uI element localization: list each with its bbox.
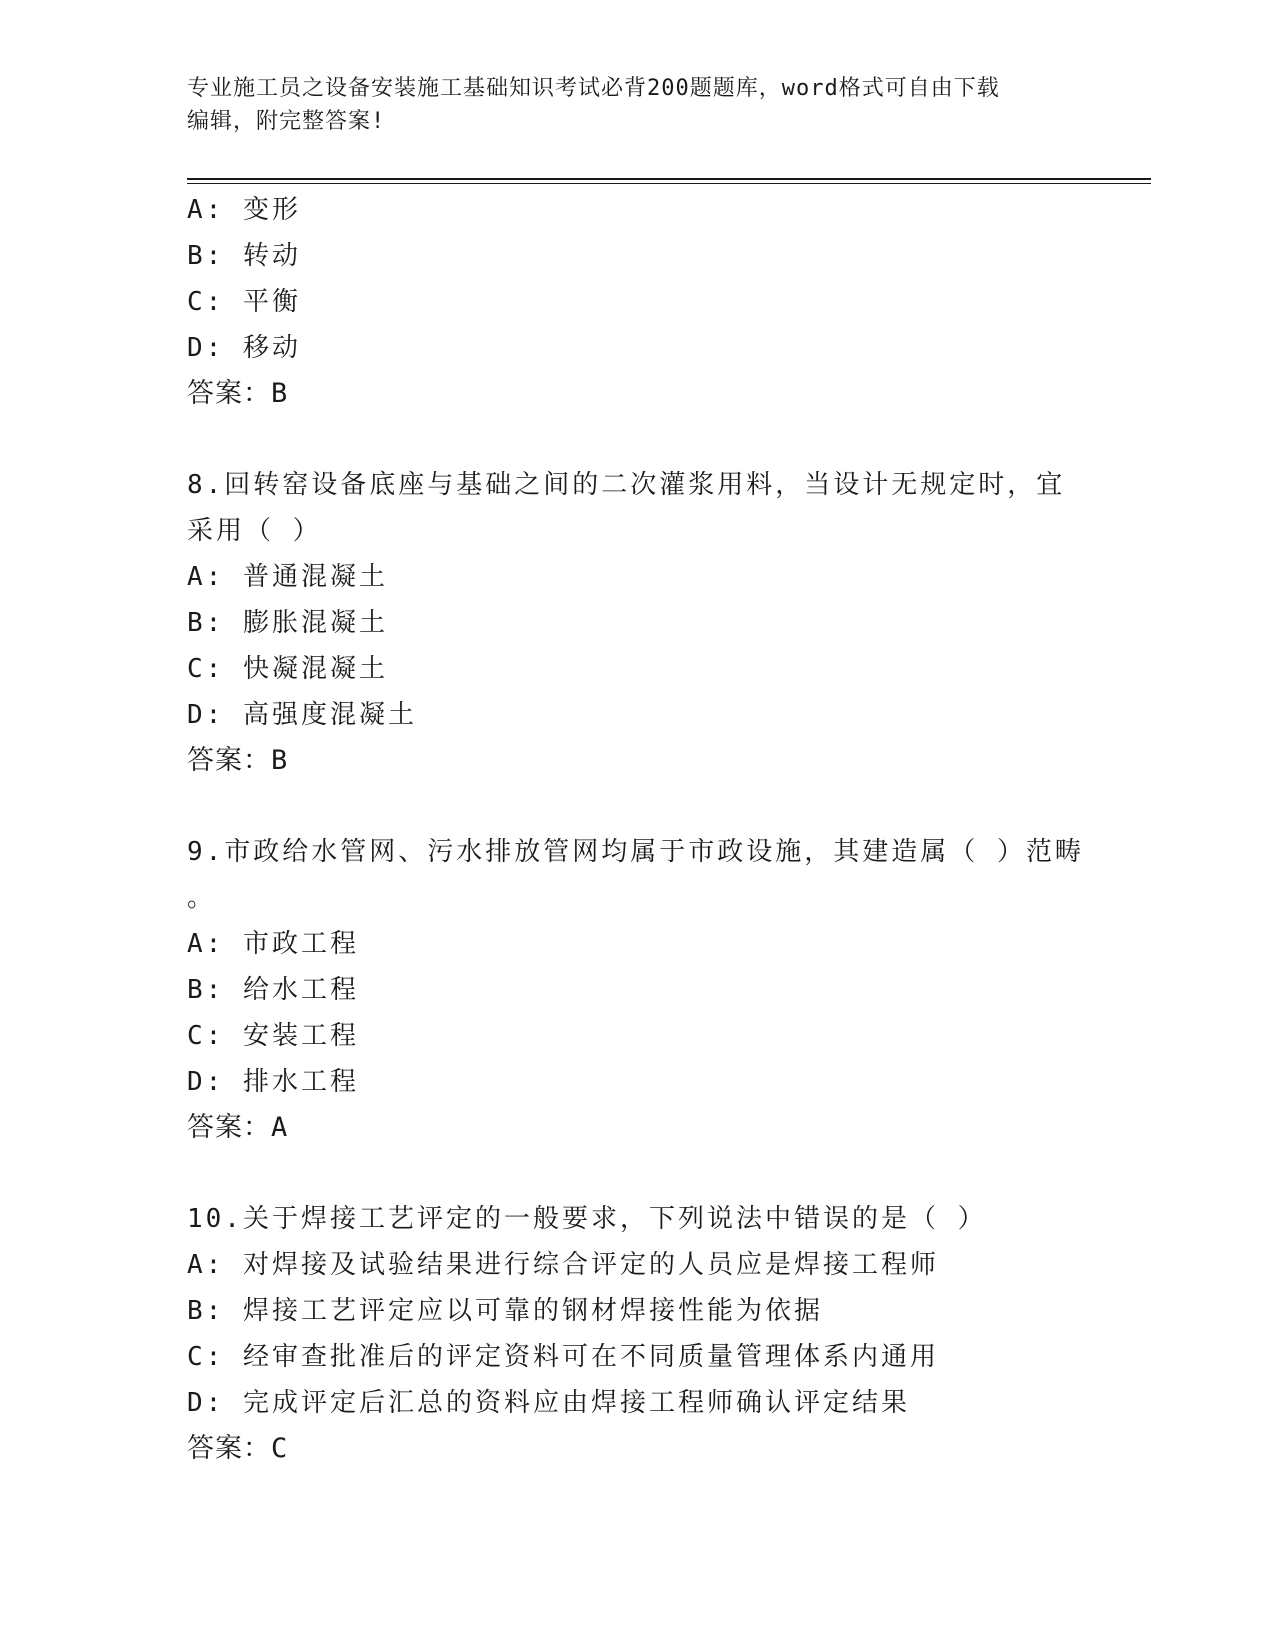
- option-c: C: 经审查批准后的评定资料可在不同质量管理体系内通用: [187, 1342, 939, 1372]
- option-a: A: 普通混凝土: [187, 562, 388, 592]
- question-block-9: [187, 829, 1087, 1151]
- question-text-line-1: 8.回转窑设备底座与基础之间的二次灌浆用料，当设计无规定时，宜: [187, 470, 1066, 500]
- answer-value: B: [271, 745, 289, 776]
- answer-line: [187, 371, 1087, 417]
- answer-label: 答案：: [187, 745, 271, 776]
- option-c: C: 平衡: [187, 287, 301, 317]
- option-a: A: 市政工程: [187, 929, 359, 959]
- answer-value: C: [271, 1433, 289, 1464]
- document-header: [187, 72, 1067, 138]
- question-block-7: [187, 187, 1087, 417]
- answer-value: A: [271, 1112, 289, 1143]
- header-divider-thin: [187, 183, 1151, 184]
- answer-label: 答案：: [187, 1433, 271, 1464]
- option-b: B: 转动: [187, 241, 301, 271]
- answer-line: [187, 1105, 1087, 1151]
- answer-line: [187, 738, 1087, 784]
- option-a: A: 对焊接及试验结果进行综合评定的人员应是焊接工程师: [187, 1250, 939, 1280]
- question-text-line-1: 10.关于焊接工艺评定的一般要求，下列说法中错误的是（ ）: [187, 1204, 987, 1234]
- answer-label: 答案：: [187, 378, 271, 409]
- option-d: D: 完成评定后汇总的资料应由焊接工程师确认评定结果: [187, 1388, 910, 1418]
- answer-value: B: [271, 378, 289, 409]
- answer-line: [187, 1426, 1087, 1472]
- option-a: A: 变形: [187, 195, 301, 225]
- header-line-2: 编辑，附完整答案!: [187, 109, 386, 134]
- option-c: C: 快凝混凝土: [187, 654, 388, 684]
- question-text-line-2: 采用（ ）: [187, 516, 322, 546]
- option-d: D: 高强度混凝土: [187, 700, 417, 730]
- option-d: D: 排水工程: [187, 1067, 359, 1097]
- question-text-line-1: 9.市政给水管网、污水排放管网均属于市政设施，其建造属（ ）范畴: [187, 837, 1084, 867]
- question-text-line-2: 。: [187, 883, 217, 913]
- option-b: B: 给水工程: [187, 975, 359, 1005]
- option-b: B: 焊接工艺评定应以可靠的钢材焊接性能为依据: [187, 1296, 823, 1326]
- header-line-1: 专业施工员之设备安装施工基础知识考试必背200题题库，word格式可自由下载: [187, 76, 1000, 101]
- option-b: B: 膨胀混凝土: [187, 608, 388, 638]
- option-c: C: 安装工程: [187, 1021, 359, 1051]
- answer-label: 答案：: [187, 1112, 271, 1143]
- question-block-8: [187, 462, 1087, 784]
- option-d: D: 移动: [187, 333, 301, 363]
- question-list: [187, 187, 1087, 1472]
- header-divider-thick: [187, 178, 1151, 180]
- question-block-10: [187, 1196, 1087, 1472]
